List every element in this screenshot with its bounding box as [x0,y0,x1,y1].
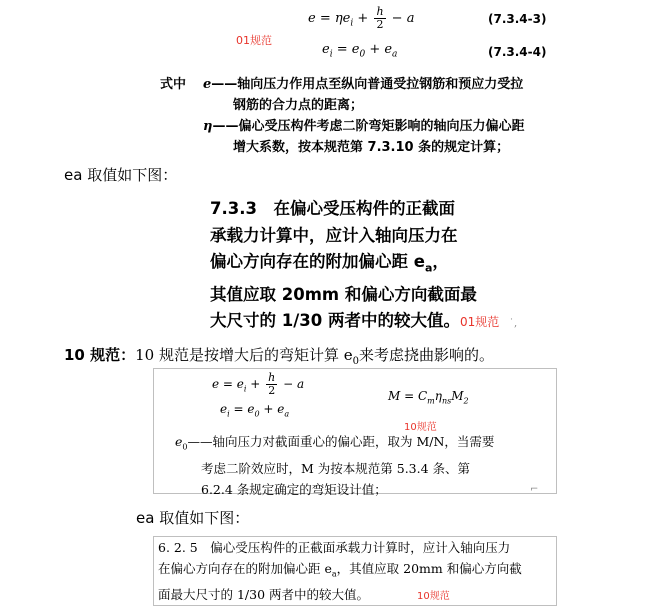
clause-7-3-3 [210,196,505,336]
scan-mark-2: ⌐ [530,484,539,495]
equation-number-7-3-4-4: (7.3.4-4) [488,45,547,59]
clause-6-2-5-line2: 在偏心方向存在的附加偏心距 $e_a$，其值应取 20mm 和偏心方向截 [158,560,522,578]
formula-7-3-4-3: $e = \eta e_i$ + $\frac{h}{2}$ − a [308,5,415,31]
clause-7-3-3-line2: 承载力计算中，应计入轴向压力在 [210,225,458,245]
clause-7-3-3-line1: 7.3.3 在偏心受压构件的正截面 [210,199,455,218]
watermark-01-top: 01规范 [236,34,272,47]
definition-eta-symbol: η [203,119,213,134]
clause-7-3-3-line5: 大尺寸的 1/30 两者中的较大值。01规范 [210,311,500,331]
caption-ea-10: ea 取值如下图： [136,509,250,527]
note-10: 10 规范：10 规范是按增大后的弯矩计算 $e_0$来考虑挠曲影响的。 [64,346,495,367]
definitions-label: 式中 [160,77,187,92]
watermark-01-clause: 01规范 [459,315,500,330]
clause-6-2-5-line3: 面最大尺寸的 1/30 两者中的较大值。 10规范 [158,586,450,602]
definition-e: e——轴向压力作用点至纵向普通受拉钢筋和预应力受拉 [203,77,524,92]
box10-formula-e: $e = e_i$ + $\frac{h}{2}$ − a [212,371,305,397]
box10-formula-ei: $e_i = e_0 + e_a$ [220,402,290,419]
box10-def-line3: 6.2.4 条规定确定的弯矩设计值； [201,481,387,497]
box10-formula-m: $M = C_m\eta_{ns}M_2$ [388,389,469,406]
clause-6-2-5-line1: 6. 2. 5 偏心受压构件的正截面承载力计算时，应计入轴向压力 [158,540,511,555]
equation-number-7-3-4-3: (7.3.4-3) [488,12,547,26]
watermark-10-box: 10规范 [404,422,437,433]
box10-fraction-h-over-2: $\frac{h}{2}$ [268,371,276,397]
definition-eta-line2: 增大系数，按本规范第 7.3.10 条的规定计算； [233,140,510,155]
definition-eta: η——偏心受压构件考虑二阶弯矩影响的轴向压力偏心距 [203,119,525,134]
formula-7-3-4-4: $e_i = e_0 + e_a$ [322,42,398,60]
watermark-10-clause: 10规范 [417,590,450,602]
clause-6-2-5 [158,538,553,607]
scan-mark-1: ˙, [509,318,518,329]
note-10-label: 10 规范： [64,346,136,364]
definition-e-line2: 钢筋的合力点的距离； [233,98,364,113]
clause-7-3-3-line4: 其值应取 20mm 和偏心方向截面最 [210,284,477,304]
caption-ea-01: ea 取值如下图： [64,166,178,184]
box10-def-line2: 考虑二阶效应时，M 为按本规范第 5.3.4 条、第 [201,460,471,476]
definition-e-symbol: e [203,77,212,92]
fraction-h-over-2: $\frac{h}{2}$ [376,5,384,31]
clause-7-3-3-line3: 偏心方向存在的附加偏心距 $e_a$， [210,252,449,275]
box10-def-line1: $e_0——$轴向压力对截面重心的偏心距，取为 M/N，当需要 [175,434,495,452]
box10-definition-e0 [175,431,550,500]
